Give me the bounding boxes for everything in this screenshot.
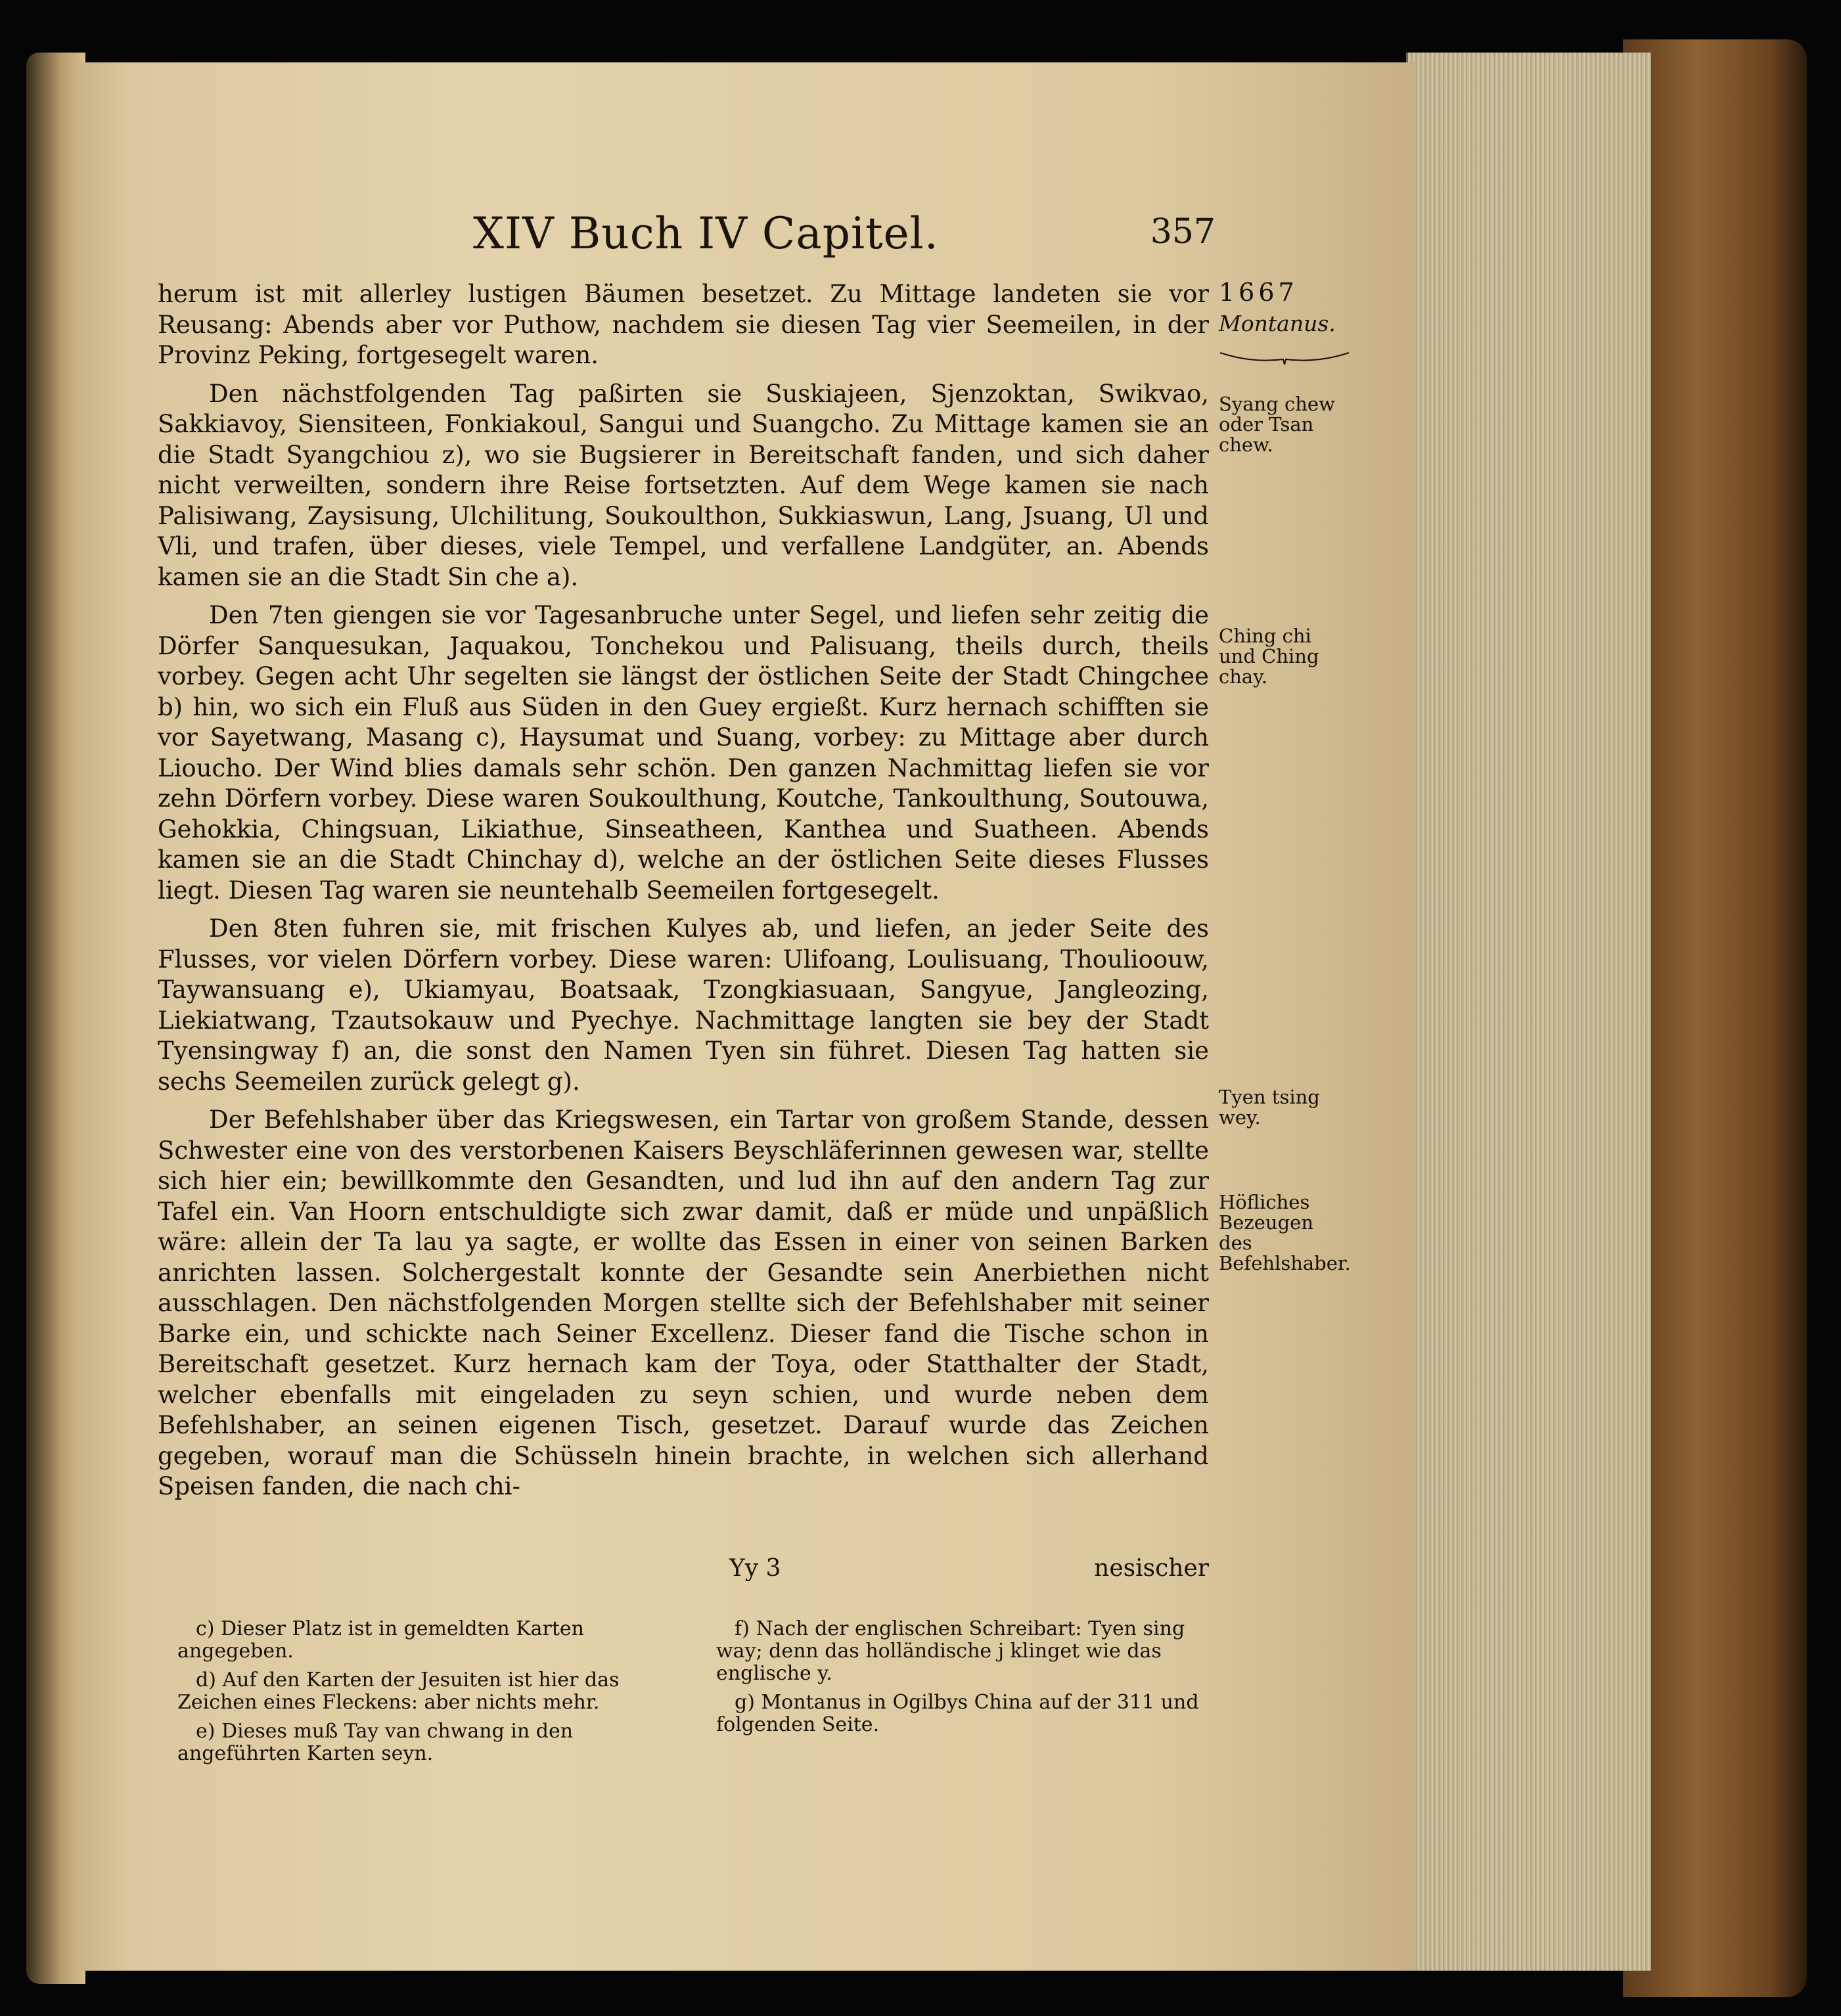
margin-note-syang: Syang chew oder Tsan chew. xyxy=(1219,393,1335,456)
running-header xyxy=(473,208,1216,261)
page-block-edge xyxy=(1406,53,1651,1971)
footnote-e: e) Dieses muß Tay van chwang in den angeführten Karten seyn. xyxy=(177,1720,574,1765)
margin-note-hoefliches: Höfliches Bezeugen des Befehlshaber. xyxy=(1219,1191,1351,1274)
margin-note-tyen: Tyen tsing wey. xyxy=(1219,1086,1320,1129)
book-page xyxy=(79,62,1416,1971)
brace-ornament xyxy=(1219,351,1350,366)
footnote-d: d) Auf den Karten der Jesuiten ist hier das Zeichen eines Fleckens: aber nichts mehr. xyxy=(177,1669,620,1714)
paragraph-5: Der Befehlshaber über das Kriegswesen, ein Tartar von großem Stande, dessen Schwester eine von des verstorbenen Kaisers Beyschläferinnen gewesen war, stellte sich hier ein; bewillkommte den Gesandten, und lud ihn auf den andern Tag zur Tafel ein. Van Hoorn entschuldigte sich zwar damit, daß er müde und unpäßlich wäre: allein der Ta lau ya sagte, er wollte das Essen in einer von seinen Barken anrichten lassen. Solchergestalt konnte der Gesandte sein Anerbiethen nicht ausschlagen. Den nächstfolgenden Morgen stellte sich der Befehlshaber mit seiner Barke ein, und schickte nach Seiner Excellenz. Dieser fand die Tische schon in Bereitschaft gesetzet. Kurz hernach kam der Toya, oder Statthalter der Stadt, welcher ebenfalls mit eingeladen zu seyn schien, und wurde neben dem Befehlshaber, an seinen eigenen Tisch, gesetzet. Darauf wurde das Zeichen gegeben, worauf man die Schüsseln hinein brachte, in welchen sich allerhand Speisen fanden, die nach chi- xyxy=(158,1106,1209,1500)
paragraph-4: Den 8ten fuhren sie, mit frischen Kulyes ab, und liefen, an jeder Seite des Flusses, vor vielen Dörfern vorbey. Diese waren: Ulifoang, Loulisuang, Thoulioouw, Taywansuang e), Ukiamyau, Boatsaak, Tzongkiasuaan, Sangyue, Jangleozing, Liekiatwang, Tzautsokauw und Pyechye. Nachmittage langten sie bey der Stadt Tyensingway f) an, die sonst den Namen Tyen sin führet. Diesen Tag hatten sie sechs Seemeilen zurück gelegt g). xyxy=(158,914,1209,1096)
chapter-title: XIV Buch IV Capitel. xyxy=(473,208,939,259)
page-number: 357 xyxy=(1150,212,1216,252)
main-text xyxy=(158,279,1209,1510)
paragraph-2: Den nächstfolgenden Tag paßirten sie Suskiajeen, Sjenzoktan, Swikvao, Sakkiavoy, Siensiteen, Fonkiakoul, Sangui und Suangcho. Zu Mittage kamen sie an die Stadt Syangchiou z), wo sie Bugsierer in Bereitschaft fanden, und sich daher nicht verweilten, sondern ihre Reise fortsetzten. Auf dem Wege kamen sie nach Palisiwang, Zaysisung, Ulchilitung, Soukoulthon, Sukkiaswun, Lang, Jsuang, Ul und Vli, und trafen, über dieses, viele Tempel, und verfallene Landgüter, an. Abends kamen sie an die Stadt Sin che a). xyxy=(158,379,1209,591)
paragraph-3: Den 7ten giengen sie vor Tagesanbruche unter Segel, und liefen sehr zeitig die Dörfer Sanquesukan, Jaquakou, Tonchekou und Palisuang, theils durch, theils vorbey. Gegen acht Uhr segelten sie längst der östlichen Seite der Stadt Chingchee b) hin, wo sich ein Fluß aus Süden in den Guey ergießt. Kurz hernach schifften sie vor Sayetwang, Masang c), Haysumat und Suang, vorbey: zu Mittage aber durch Lioucho. Der Wind blies damals sehr schön. Den ganzen Nachmittag liefen sie vor zehn Dörfern vorbey. Diese waren Soukoulthung, Koutche, Tankoulthung, Soutouwa, Gehokkia, Chingsuan, Likiathue, Sinseatheen, Kanthea und Suatheen. Abends kamen sie an die Stadt Chinchay d), welche an der östlichen Seite dieses Flusses liegt. Diesen Tag waren sie neuntehalb Seemeilen fortgesegelt. xyxy=(158,601,1209,905)
footnote-column-left xyxy=(177,1618,667,1772)
footnote-column-right xyxy=(716,1618,1206,1743)
catchword: nesischer xyxy=(1094,1555,1209,1582)
footnote-g: g) Montanus in Ogilbys China auf der 311 und folgenden Seite. xyxy=(716,1691,1199,1736)
margin-note-ching: Ching chi und Ching chay. xyxy=(1219,625,1319,688)
footnote-c: c) Dieser Platz ist in gemeldten Karten angegeben. xyxy=(177,1617,584,1663)
margin-year: 1667 xyxy=(1219,278,1298,307)
book-left-edge xyxy=(26,53,85,1984)
signature-mark: Yy 3 xyxy=(729,1555,781,1582)
paragraph-1: herum ist mit allerley lustigen Bäumen besetzet. Zu Mittage landeten sie vor Reusang: Abends aber vor Puthow, nachdem sie diesen Tag vier Seemeilen, in der Provinz Peking, fortgesegelt waren. xyxy=(158,280,1209,369)
custos-line xyxy=(79,1555,1209,1588)
margin-source: Montanus. xyxy=(1219,311,1336,336)
footnote-f: f) Nach der englischen Schreibart: Tyen sing way; denn das holländische j klinget wie das englische y. xyxy=(716,1617,1185,1685)
